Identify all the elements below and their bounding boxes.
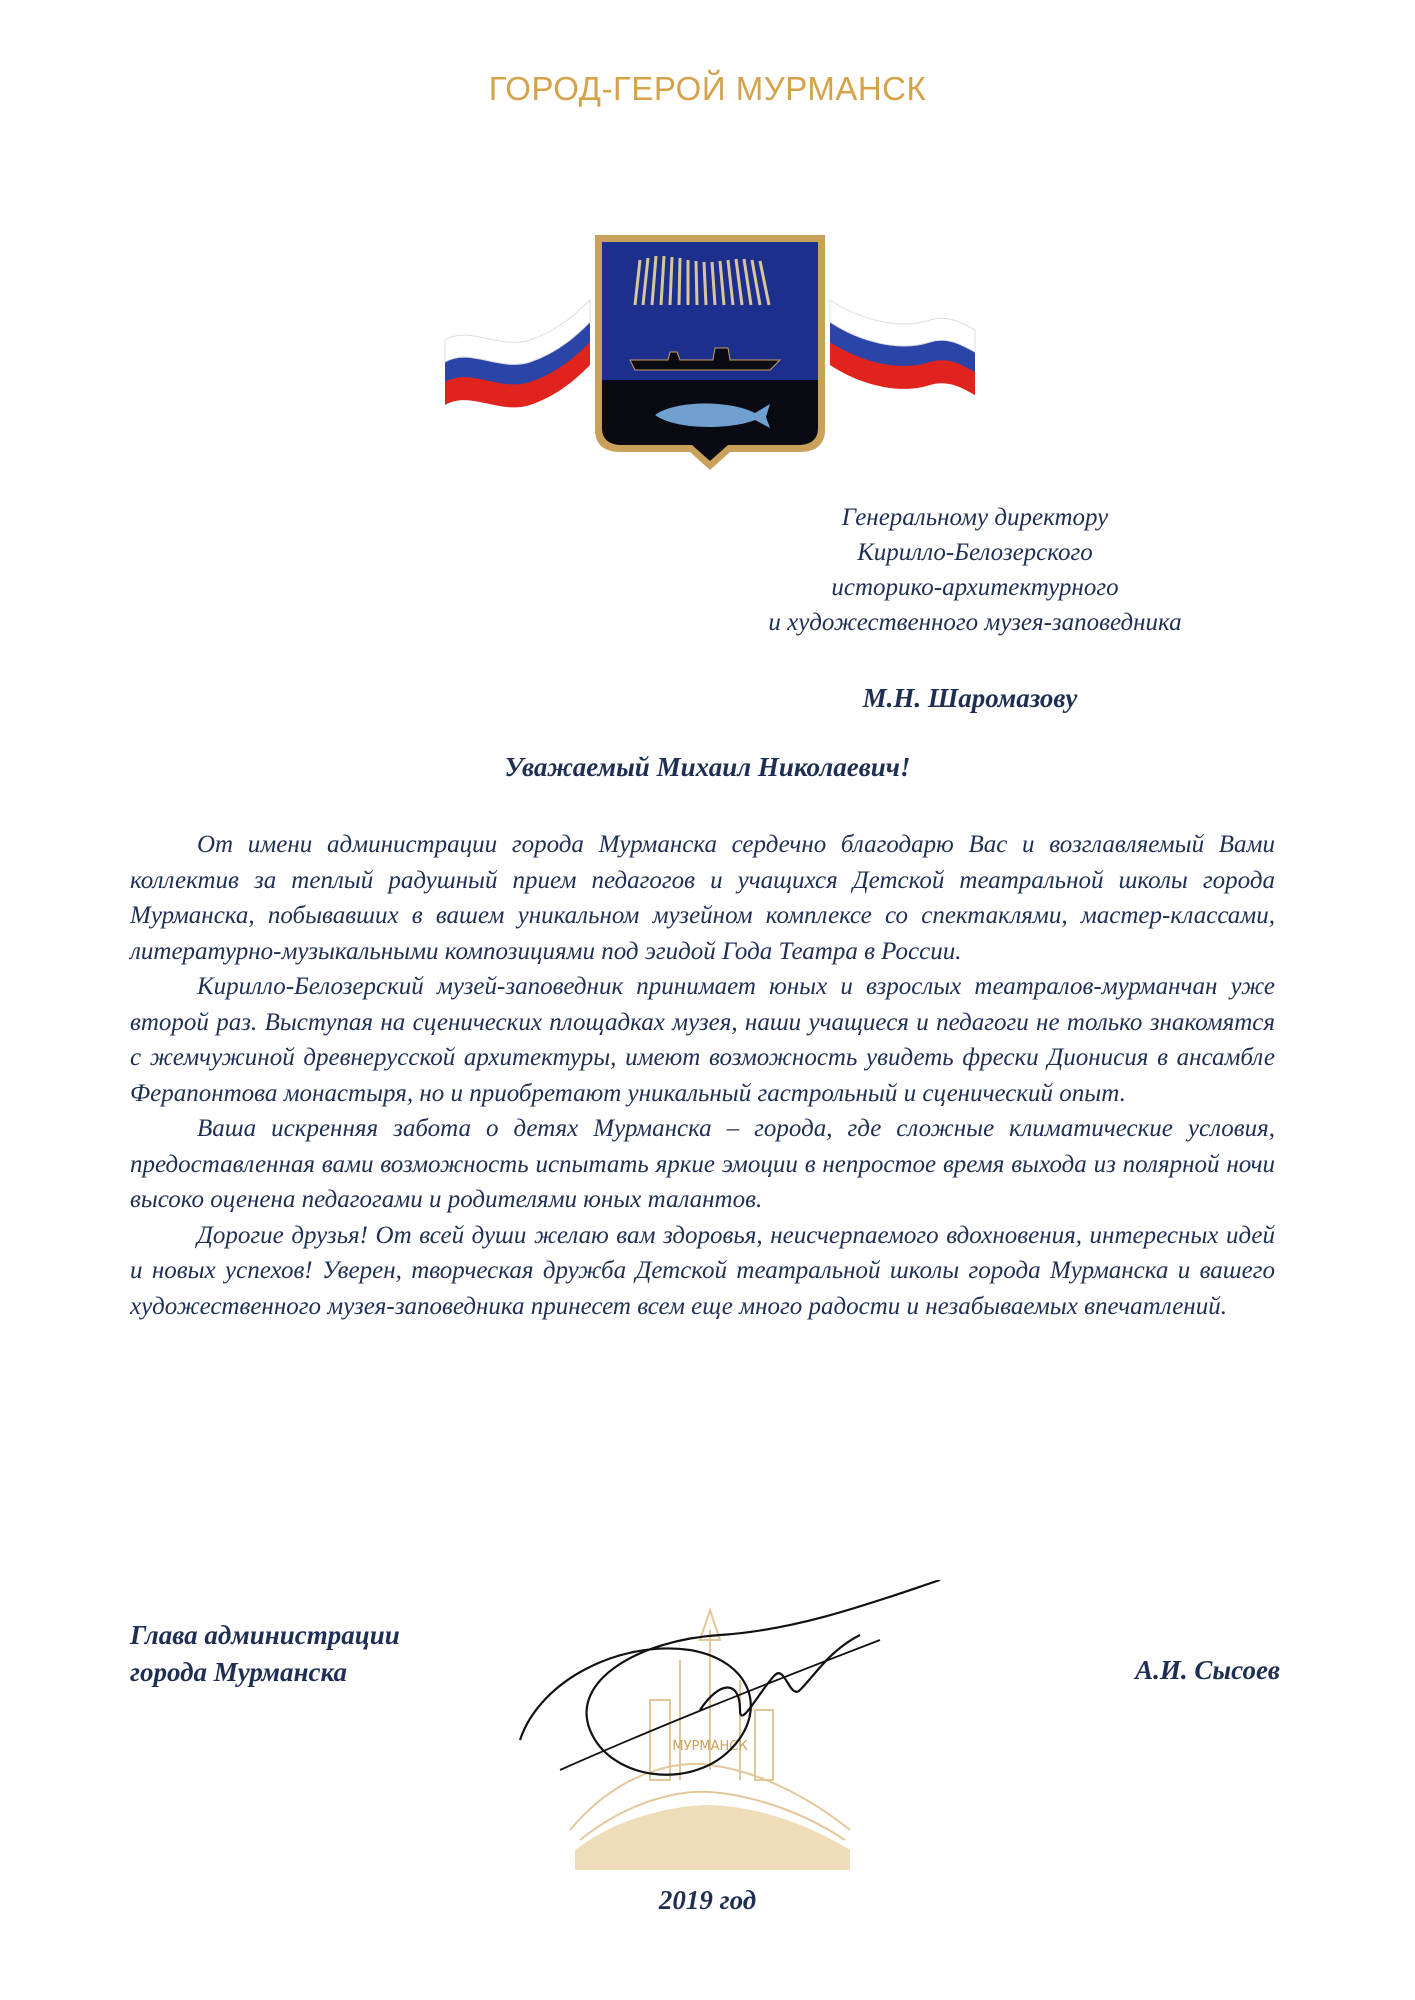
- addressee-block: [690, 500, 1260, 640]
- signatory-title: [130, 1617, 550, 1691]
- addressee-line: историко-архитектурного: [831, 574, 1119, 601]
- shield-icon: [595, 235, 825, 470]
- body-paragraph: Ваша искренняя забота о детях Мурманска – города, где сложные климатические условия, предоставленная вами возможность испытать яркие эмоции в непростое время выхода из полярной ночи высоко оценена педагогами и родителями юных талантов.: [130, 1115, 1275, 1213]
- coat-of-arms-with-flags: [430, 230, 990, 480]
- signatory-name: А.И. Сысоев: [1135, 1655, 1280, 1685]
- signatory-title-line: города Мурманска: [130, 1657, 348, 1687]
- body-paragraph: Дорогие друзья! От всей души желаю вам здоровья, неисчерпаемого вдохновения, интересных идей и новых успехов! Уверен, творческая дружба Детской театральной школы города Мурманска и вашего художественного музея-заповедника принесет всем еще много радости и незабываемых впечатлений.: [130, 1221, 1275, 1320]
- letter-body: [130, 827, 1275, 1324]
- letter-year: 2019 год: [658, 1885, 757, 1915]
- addressee-line: Кирилло-Белозерского: [857, 539, 1093, 566]
- addressee-line: и художественного музея-заповедника: [768, 609, 1182, 636]
- handwritten-signature: [500, 1580, 960, 1800]
- salutation: Уважаемый Михаил Николаевич!: [504, 752, 911, 782]
- seal-text: МУРМАНСК: [672, 1739, 748, 1754]
- body-paragraph: Кирилло-Белозерский музей-заповедник принимает юных и взрослых театралов-мурманчан уже второй раз. Выступая на сценических площадках музея, наши учащиеся и педагоги не только знакомятся с жемчужиной древнерусской архитектуры, имеют возможность увидеть фрески Дионисия в ансамбле Ферапонтова монастыря, но и приобретают уникальный гастрольный и сценический опыт.: [130, 973, 1275, 1107]
- body-paragraph: От имени администрации города Мурманска сердечно благодарю Вас и возглавляемый Вами коллектив за теплый радушный прием педагогов и учащихся Детской театральной школы города Мурманска, побывавших в вашем уникальном музейном комплексе со спектаклями, мастер-классами, литературно-музыкальными композициями под эгидой Года Театра в России.: [130, 831, 1275, 965]
- signatory-title-line: Глава администрации: [130, 1620, 400, 1650]
- right-flag: [830, 300, 975, 395]
- addressee-line: Генеральному директору: [841, 504, 1109, 531]
- addressee-name: М.Н. Шаромазову: [862, 683, 1078, 713]
- left-flag: [445, 300, 590, 407]
- city-header: ГОРОД-ГЕРОЙ МУРМАНСК: [488, 70, 927, 107]
